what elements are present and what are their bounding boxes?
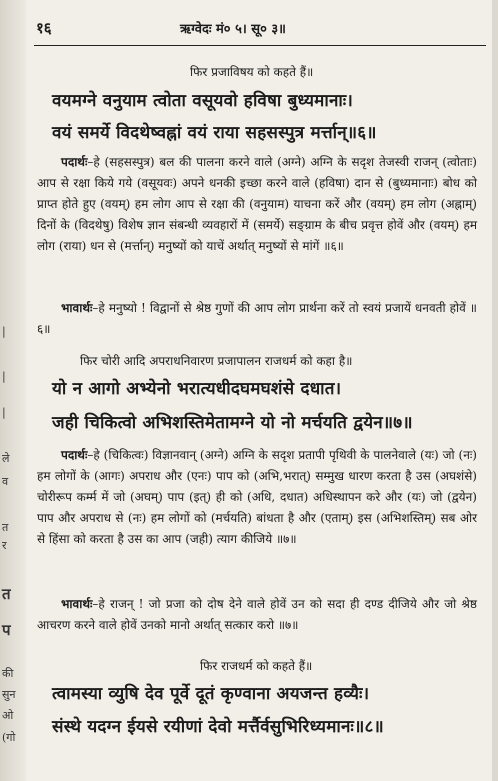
bhavartha-label: भावार्थः bbox=[61, 301, 93, 315]
section-heading: फिर प्रजाविषय को कहते हैं॥ bbox=[190, 65, 314, 79]
mantra-line: यो न आगो अभ्येनो भरात्यधीदघमघशंसे दधात। bbox=[52, 379, 342, 399]
running-title: ऋग्वेदः मं० ५। सू० ३॥ bbox=[180, 22, 286, 37]
bhavartha-label: भावार्थः bbox=[61, 597, 93, 611]
mantra-line: त्वामस्या व्युषि देव पूर्वे दूतं कृण्वाना अयजन्त हव्यैः। bbox=[52, 684, 370, 704]
margin-mark: त bbox=[2, 585, 11, 603]
header-rule bbox=[34, 45, 486, 46]
mantra-line: जही चिकित्वो अभिशस्तिमेतामग्ने यो नो मर्चयति द्वयेन॥७॥ bbox=[52, 413, 413, 433]
padartha-label: पदार्थः bbox=[61, 448, 88, 462]
margin-mark: प bbox=[2, 621, 11, 639]
margin-mark: | bbox=[2, 370, 6, 383]
padartha-label: पदार्थः bbox=[61, 155, 88, 169]
bhavartha-text: –हे मनुष्यो ! विद्वानों से श्रेष्ठ गुणों की आप लोग प्रार्थना करें तो स्वयं प्रजायें धनवती होवें ॥६॥ bbox=[37, 301, 477, 336]
mantra-line: वयमग्ने वनुयाम त्वोता वसूयवो हविषा बुध्यमानाः। bbox=[52, 91, 354, 111]
bhavartha-paragraph bbox=[37, 298, 477, 340]
margin-mark: | bbox=[2, 325, 6, 338]
page-header bbox=[36, 18, 476, 40]
margin-mark: व bbox=[2, 475, 9, 488]
right-page-fold bbox=[492, 0, 498, 781]
mantra-line: संस्थे यदग्न ईयसे रयीणां देवो मर्त्तैर्वसुभिरिध्यमानः॥८॥ bbox=[52, 717, 384, 737]
margin-mark: र bbox=[2, 539, 7, 552]
page-number: १६ bbox=[36, 19, 52, 37]
margin-mark: ले bbox=[2, 452, 10, 465]
margin-mark: सुन bbox=[2, 688, 16, 701]
mantra-line: वयं समर्ये विदथेष्वह्नां वयं राया सहसस्पुत्र मर्त्तान्॥६॥ bbox=[52, 123, 377, 143]
margin-mark: त bbox=[2, 521, 9, 534]
bhavartha-text: –हे राजन् ! जो प्रजा को दोष देने वाले होवें उन को सदा ही दण्ड दीजिये और जो श्रेष्ठ आचरण करने वाले होवें उनको मानो अर्थात् सत्कार करो ॥७॥ bbox=[37, 597, 477, 632]
section-heading: फिर राजधर्म को कहते हैं॥ bbox=[200, 659, 313, 673]
padartha-text: –हे (सहसस्पुत्र) बल की पालना करने वाले (अग्ने) अग्नि के सदृश तेजस्वी राजन् (त्वोताः) आप से रक्षा किये गये (वसूयवः) अपने धनकी इच्छा करने वाले (हविषा) दान से (बुध्यमानाः) बोध को प्राप्त होते हुए (वयम्) हम लोग आप से रक्षा की (वनुयाम) याचना करें और (वयम्) हम लोग (अह्नाम्) दिनों के (विदथेषु) विशेष ज्ञान संबन्धी व्यवहारों में (समर्ये) सङ्ग्राम के बीच प्रवृत्त होवें और (वयम्) हम लोग (राया) धन से (मर्त्तान्) मनुष्यों को याचें अर्थात् मनुष्यों से मांगें ॥६॥ bbox=[37, 155, 477, 253]
adjacent-page-marks bbox=[2, 0, 26, 781]
section-heading: फिर चोरी आदि अपराधनिवारण प्रजापालन राजधर्म को कहा है॥ bbox=[80, 354, 353, 368]
margin-mark: (गो bbox=[2, 731, 16, 744]
padartha-paragraph bbox=[37, 445, 477, 550]
bhavartha-paragraph bbox=[37, 594, 477, 636]
padartha-paragraph bbox=[37, 152, 477, 257]
margin-mark: | bbox=[2, 406, 6, 419]
margin-mark: की bbox=[2, 667, 14, 680]
padartha-text: –हे (चिकित्वः) विज्ञानवान् (अग्ने) अग्नि के सदृश प्रतापी पृथिवी के पालनेवाले (यः) जो (नः) हम लोगों के (आगः) अपराध और (एनः) पाप को (अभि,भरात्) सम्मुख धारण करता है उस (अघशंसे) चोरीरूप कर्म्म में जो (अघम्) पाप (इत्) ही को (अधि, दधात) अधिस्थापन करे और (यः) जो (द्वयेन) पाप और अपराध से (नः) हम लोगों को (मर्चयति) बांधता है और (एताम्) इस (अभिशस्तिम्) सब ओर से हिंसा को करता है उस का आप (जही) त्याग कीजिये ॥७॥ bbox=[37, 448, 477, 546]
margin-mark: ओ bbox=[2, 709, 14, 722]
